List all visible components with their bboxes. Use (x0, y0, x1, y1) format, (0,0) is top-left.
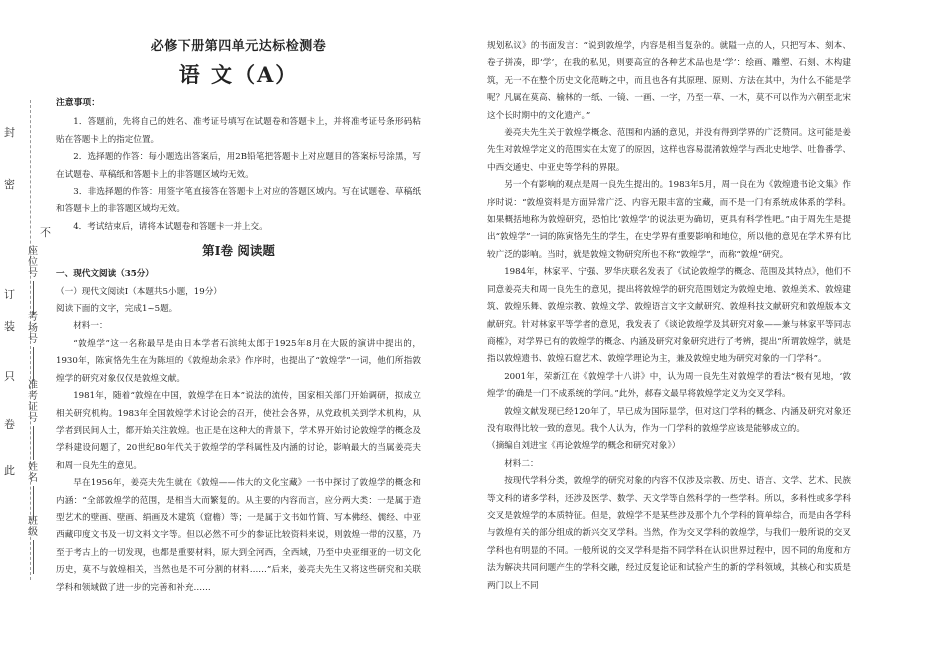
sub-heading: （一）现代文阅读Ⅰ（本题共5小题，19分） (56, 286, 222, 297)
exam-title: 必修下册第四单元达标检测卷 (150, 39, 327, 54)
seal-char: 只 (4, 370, 15, 383)
passage-paragraph: 敦煌文献发现已经120年了，早已成为国际显学，但对这门学科的概念、内涵及研究对象还没有取得比较一致的意见。我个人认为，作为一门学科的敦煌学应该是能够成立的。 (487, 406, 851, 434)
left-column (56, 38, 421, 597)
material-label: 材料一： (73, 321, 108, 332)
part-heading: 一、现代文阅读（35分） (56, 269, 154, 280)
binding-margin (0, 0, 50, 672)
name-field[interactable]: 姓名 (28, 462, 42, 520)
section-title: 第Ⅰ卷 阅读题 (202, 243, 275, 259)
seal-char: 密 (4, 178, 15, 191)
seal-char: 封 (4, 126, 15, 139)
instruction: 阅读下面的文字，完成1~5题。 (56, 304, 178, 315)
passage-paragraph: 另一个有影响的观点是周一良先生提出的。1983年5月，周一良在为《敦煌遗书论文集》作序时说：“敦煌资料是方面异常广泛、内容无限丰富的宝藏，而不是一门有系统成体系的学科。如果概括地称为敦煌研究，恐怕比‘敦煌学’的说法更为确切，更具有科学性吧。”由于周先生是提出“敦煌学”一词的陈寅恪先生的学生，在史学界有重要影响和地位，所以他的意见在学术界有比较广泛的影响。当时，就是敦煌文物研究所也不称“敦煌学”，而称“敦煌”研究。 (487, 180, 851, 260)
seal-char: 不 (40, 226, 51, 239)
passage-paragraph: 1984年，林家平、宁强、罗华庆联名发表了《试论敦煌学的概念、范围及其特点》，他们不同意姜亮夫和周一良先生的意见，提出将敦煌学的研究范围划定为敦煌史地、敦煌美术、敦煌建筑、敦煌乐舞、敦煌宗教、敦煌文学、敦煌语言文字文献研究、敦煌科技文献研究和敦煌版本文献研究。针对林家平等学者的意见，我发表了《谈论敦煌学及其研究对象——兼与林家平等同志商榷》，对学界已有的敦煌学的概念、内涵及研究对象研究进行了考辨，提出“所谓敦煌学，就是指以敦煌遗书、敦煌石窟艺术、敦煌学理论为主，兼及敦煌史地为研究对象的一门学科”。 (487, 267, 851, 365)
notice-item: 2．选择题的作答：每小题选出答案后，用2B铅笔把答题卡上对应题目的答案标号涂黑，写在试题卷、草稿纸和答题卡上的非答题区域均无效。 (56, 152, 421, 180)
seal-char: 订 (4, 288, 15, 301)
exam-subject: 语 文（A） (178, 62, 299, 87)
passage-paragraph: 早在1956年，姜亮夫先生就在《敦煌——伟大的文化宝藏》一书中探讨了敦煌学的概念和内涵：“全部敦煌学的范围，是相当大而繁复的。从主要的内容而言，应分两大类：一是属于造型艺术的壁画、壁画、绢画及木建筑（窟檐）等；一是属于文书如竹简、写本佛经、儒经、中亚西藏印度文书及一切文料文字等。但以必然不可少的参证比较资料来说，则敦煌一带的汉墓，乃至于考古上的一切发现，也都是重要材料，原大到全河西，全西域，乃至中央亚细亚的一切文化历史，莫不与敦煌相关，当然也是不可分割的材料……”后来，姜亮夫先生又将这些研究和关联学科和领域做了进一步的完善和补充…… (56, 478, 421, 593)
seal-char: 卷 (4, 418, 15, 431)
passage-paragraph: 规划私议》的书面发言：“说到敦煌学，内容是相当复杂的。就隘一点的人，只把写本、刻本、卷子拼凑，即‘学’，在我的私见，则要高宣的各种艺术品也是‘学’：绘画、雕塑、石刻、木构建筑，无一不在整个历史文化范畴之中，而且也各有其原理、原则、方法在其中，为什么不能是学呢？凡属在莫高、榆林的一纸、一镜、一画、一字，乃至一草、一木，莫不可以作为六朝至北宋这个长时期中的文化遗产。” (487, 41, 851, 121)
admission-number-field[interactable]: 准考证号 (28, 380, 42, 460)
passage-paragraph: “敦煌学”这一名称最早是由日本学者石滨纯太郎于1925年8月在大阪的演讲中提出的，1930年，陈寅恪先生在为陈垣的《敦煌劫余录》作序时，也提出了“敦煌学”一词，他们所指敦煌学的研究对象仅仅是敦煌文献。 (56, 338, 421, 384)
passage-paragraph: 姜亮夫先生关于敦煌学概念、范围和内涵的意见，并没有得到学界的广泛赞同。这可能是姜先生对敦煌学定义的范围实在太宽了的原因，这样也容易混淆敦煌学与西北史地学、吐鲁番学、中西交通史、中亚史等学科的界限。 (487, 128, 851, 173)
passage-paragraph: 1981年，随着“敦煌在中国，敦煌学在日本”说法的流传，国家相关部门开始调研，拟成立相关研究机构。1983年全国敦煌学术讨论会的召开，使社会各界，从党政机关到学术机构，从学者到民间人士，都开始关注敦煌。也正是在这种大的背景下，学术界开始讨论敦煌学的概念及学科建设问题了，20世纪80年代关于敦煌学的学科属性及内涵的讨论，影响最大的当属姜亮夫和周一良先生的意见。 (56, 391, 421, 471)
class-field[interactable]: 班级 (28, 516, 42, 574)
passage-source: （摘编自刘进宝《再论敦煌学的概念和研究对象》） (487, 441, 681, 452)
notice-item: 1．答题前，先将自己的姓名、准考证号填写在试题卷和答题卡上，并将准考证号条形码粘贴在答题卡上的指定位置。 (56, 117, 421, 145)
seat-number-field[interactable]: 座位号 (28, 246, 42, 315)
seal-char: 此 (4, 464, 15, 477)
notice-heading: 注意事项： (56, 98, 100, 108)
passage-paragraph: 按现代学科分类，敦煌学的研究对象的内容不仅涉及宗教、历史、语言、文学、艺术、民族等文科的诸多学科，还涉及医学、数学、天文学等自然科学的一些学科。所以，多科性或多学科交叉是敦煌学的本质特征。但是，敦煌学不是某些涉及那个九个学科的简单综合，而是由各学科与敦煌有关的部分组成的新兴交叉学科。当然，作为交叉学科的敦煌学，与我们一般所说的交叉学科也有明显的不同。一般所说的交叉学科是指不同学科在认识世界过程中，因不同的角度和方法为解决共同问题产生的学科交融，经过反复论证和试验产生的新的学科领域，其核心和实质是两门以上不同 (487, 476, 851, 591)
notice-item: 4．考试结束后，请将本试题卷和答题卡一并上交。 (73, 221, 268, 232)
exam-room-field[interactable]: 考场号 (28, 312, 42, 381)
passage-paragraph: 2001年，荣新江在《敦煌学十八讲》中，认为周一良先生对敦煌学的看法“极有见地，‘敦煌学’的确是一门不成系统的学问。”此外，郝春文最早将敦煌学定义为交叉学科。 (487, 371, 851, 400)
seal-char: 装 (4, 320, 15, 333)
right-column (487, 38, 851, 595)
notice-item: 3．非选择题的作答：用签字笔直接答在答题卡上对应的答题区域内。写在试题卷、草稿纸和答题卡上的非答题区域均无效。 (56, 187, 421, 215)
material-label: 材料二： (504, 458, 539, 469)
